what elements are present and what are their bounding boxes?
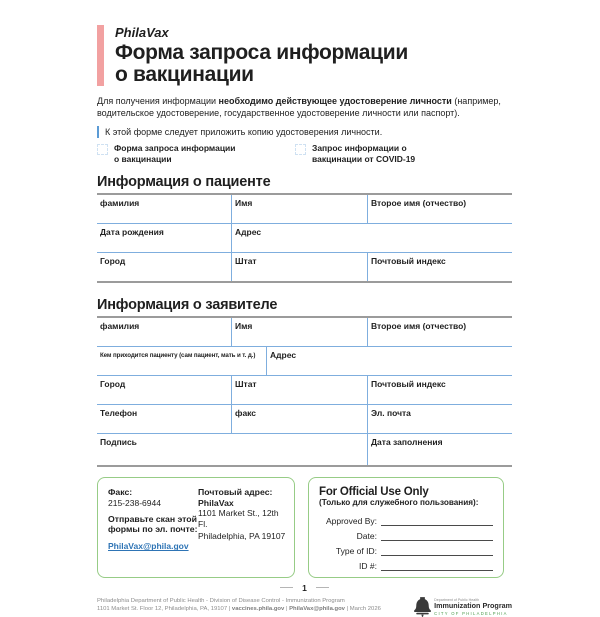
footer-date: | March 2026 [344,606,381,613]
field-patient-address: Адрес [235,226,262,237]
mail-address-line2: Philadelphia, PA 19107 [198,530,286,541]
intro-pre: Для получения информации [97,95,219,106]
table-row [97,376,512,405]
official-field-id-number [319,556,493,571]
table-row [97,434,512,465]
bottom-boxes [97,477,512,578]
field-requester-fax: факс [232,405,368,433]
option-label: Запрос информации о вакцинации от COVID-19 [312,143,416,165]
logo-city-line: CITY OF PHILADELPHIA [434,610,508,616]
footer-email: PhilaVax@phila.gov [289,606,345,613]
form-type-options [97,143,512,164]
field-patient-middle-name: Второе имя (отчество) [371,197,467,208]
note-marker-icon [97,126,99,138]
official-field-label: ID #: [359,560,377,571]
intro-paragraph [97,96,515,120]
official-use-box [308,477,504,578]
contact-fax-column [108,487,198,569]
footer-text [97,597,381,614]
field-requester-city: Город [97,376,232,404]
form-content [97,25,512,617]
field-patient-state: Штат [232,253,368,281]
intro-bold: необходимо действующее удостоверение личности [218,95,452,106]
page-number: 1 [302,582,307,593]
field-patient-last-name: фамилия [97,195,232,223]
field-requester-state: Штат [232,376,368,404]
fill-in-line [381,515,493,526]
fill-in-line [381,545,493,556]
header [97,25,512,86]
official-field-date [319,526,493,541]
field-patient-dob: Дата рождения [97,224,232,252]
checkbox-covid-record[interactable] [295,144,306,155]
table-row [97,195,512,224]
attach-note-row [97,126,512,138]
mail-name: PhilaVax [198,497,234,508]
field-date-completed: Дата заполнения [371,436,443,447]
footer-website: vaccines.phila.gov [231,606,285,613]
field-requester-phone: Телефон [97,405,232,433]
logo-program-line: Immunization Program [434,600,512,610]
table-row [97,318,512,347]
accent-bar [97,25,104,86]
divider [280,587,293,588]
fill-in-line [381,560,493,571]
official-use-title: For Official Use Only [319,485,429,498]
header-text [115,25,408,86]
immunization-program-logo [414,597,512,617]
footer-address: 1101 Market St. Floor 12, Philadelphia, PA, 19107 | [97,606,232,613]
page-title-line1: Форма запроса информации [115,41,408,64]
intro-post: (например, водительское удостоверение, государственное удостоверение личности или паспорт). [97,95,501,118]
official-field-label: Type of ID: [335,545,377,556]
attach-note-text: К этой форме следует приложить копию удостоверения личности. [105,127,383,138]
liberty-bell-icon [414,597,431,617]
section-title-patient: Информация о пациенте [97,173,271,190]
fax-label: Факс: [108,486,133,497]
field-requester-first-name: Имя [232,318,368,346]
email-link[interactable]: PhilaVax@phila.gov [108,541,189,552]
table-row [97,224,512,253]
field-requester-last-name: фамилия [97,318,232,346]
field-patient-first-name: Имя [232,195,368,223]
patient-table [97,193,512,283]
contact-box [97,477,295,578]
requester-table [97,316,512,467]
field-signature: Подпись [97,434,368,465]
logo-text [434,598,512,616]
official-field-type-of-id [319,541,493,556]
footer-line2 [97,605,381,614]
field-patient-city: Город [97,253,232,281]
checkbox-vaccine-record[interactable] [97,144,108,155]
footer-line1: Philadelphia Department of Public Health - Division of Disease Control - Immunization Program [97,597,345,604]
brand-name: PhilaVax [115,25,169,40]
mail-label: Почтовый адрес: [198,486,273,497]
field-requester-relationship: Кем приходится пациенту (сам пациент, мать и т. д.) [97,347,267,375]
table-row [97,405,512,434]
field-requester-zip: Почтовый индекс [371,378,446,389]
divider [316,587,329,588]
official-field-approved-by [319,511,493,526]
option-covid-record[interactable] [295,143,434,164]
field-patient-zip: Почтовый индекс [371,255,446,266]
option-vaccine-record[interactable] [97,143,295,164]
scan-instruction: Отправьте скан этой формы по эл. почте: [108,513,198,535]
page-title [115,42,408,86]
official-field-label: Date: [356,530,377,541]
page-title-line2: о вакцинации [115,62,254,86]
option-label: Форма запроса информации о вакцинации [114,143,236,165]
contact-mail-column [198,487,286,569]
fill-in-line [381,530,493,541]
field-requester-address: Адрес [270,349,297,360]
official-field-label: Approved By: [325,515,377,526]
mail-address-line1: 1101 Market St., 12th Fl. [198,508,279,530]
section-title-requester: Информация о заявителе [97,296,278,313]
field-requester-middle-name: Второе имя (отчество) [371,320,467,331]
footer-separator: | [284,606,290,613]
logo-department-line: Department of Public Health [434,597,480,602]
table-row [97,253,512,281]
fax-number: 215-238-6944 [108,497,161,508]
footer [97,597,512,617]
field-requester-email: Эл. почта [371,407,411,418]
official-use-subtitle: (Только для служебного пользования): [319,497,479,507]
table-row [97,347,512,376]
page-number-row [97,583,512,593]
